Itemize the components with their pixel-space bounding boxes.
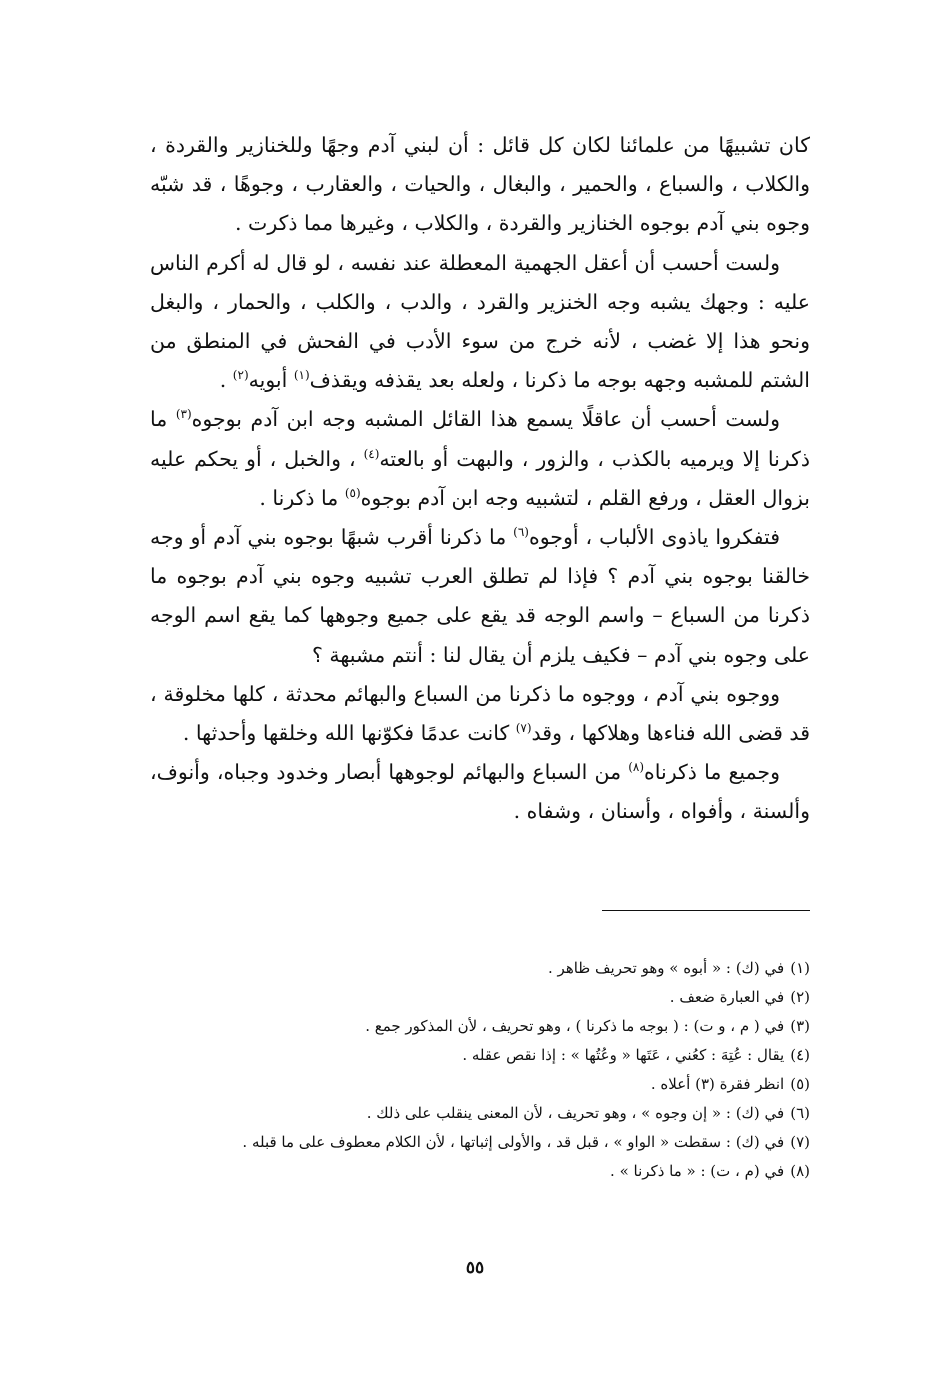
- paragraph-1: [150, 126, 810, 244]
- footnote-ref-8: (٨): [628, 760, 645, 775]
- paragraph-6: [150, 753, 810, 831]
- footnote-ref-1: (١): [293, 368, 310, 383]
- footnote-number: (٣): [790, 1017, 810, 1035]
- paragraph-text: ما ذكرنا .: [259, 485, 345, 510]
- paragraph-text: ووجوه بني آدم ، ووجوه ما ذكرنا من السباع والبهائم محدثة ، كلها مخلوقة ، قد قضى الله فناءها وهلاكها ، وقد: [150, 681, 810, 746]
- paragraph-text: ولست أحسب أن أعقل الجهمية المعطلة عند نفسه ، لو قال له أكرم الناس عليه : وجهك يشبه وجه الخنزير والقرد ، والدب ، والكلب ، والحمار ، والبغل ونحو هذا إلا غضب ، لأنه خرج من سوء الأدب في الفحش في المنطق من الشتم للمشبه وجهه بوجه ما ذكرنا ، ولعله بعد يقذفه ويقذف: [150, 250, 810, 393]
- footnotes: [150, 954, 810, 1186]
- paragraph-text: ، والخبل ، أو يحكم عليه بزوال العقل ، ورفع القلم ، لتشبيه وجه ابن آدم بوجوه: [150, 446, 810, 510]
- main-text: [150, 126, 810, 832]
- footnote-text: في (م ، ت) : « ما ذكرنا » .: [610, 1162, 785, 1180]
- footnote-1: [150, 954, 810, 983]
- footnote-number: (٥): [790, 1075, 810, 1093]
- footnote-separator: [602, 910, 810, 911]
- footnote-number: (٨): [790, 1162, 810, 1180]
- footnote-4: [150, 1041, 810, 1070]
- footnote-ref-2: (٢): [232, 368, 249, 383]
- footnote-text: انظر فقرة (٣) أعلاه .: [650, 1075, 785, 1093]
- paragraph-text: وجميع ما ذكرناه: [644, 760, 780, 785]
- paragraph-text: من السباع والبهائم لوجوهها أبصار وخدود وجباه، وأنوف، وألسنة ، وأفواه ، وأسنان ، وشفاه .: [150, 760, 810, 824]
- footnote-number: (١): [790, 959, 810, 977]
- paragraph-text: .: [219, 368, 233, 393]
- footnote-text: في العبارة ضعف .: [669, 988, 785, 1006]
- footnote-ref-4: (٤): [363, 446, 380, 461]
- footnote-6: [150, 1099, 810, 1128]
- footnote-ref-6: (٦): [513, 525, 529, 540]
- paragraph-text: ولست أحسب أن عاقلًا يسمع هذا القائل المشبه وجه ابن آدم بوجوه: [191, 407, 780, 432]
- footnote-text: في (ك) : سقطت « الواو » ، قبل قد ، والأولى إثباتها ، لأن الكلام معطوف على ما قبله .: [242, 1133, 785, 1151]
- footnote-text: يقال : عُتِهَ : كعُني ، عَتَها « وعُتُها » : إذا نقص عقله .: [462, 1046, 785, 1064]
- footnote-ref-7: (٧): [515, 721, 532, 736]
- paragraph-text: ما ذكرنا أقرب شبهًا بوجوه بني آدم أو وجه خالقنا بوجوه بني آدم ؟ فإذا لم تطلق العرب تشبيه وجوه بني آدم بوجوه ما ذكرنا من السباع – واسم الوجه قد يقع على جميع وجوهها كما يقع اسم الوجه على وجوه بني آدم – فكيف يلزم أن يقال لنا : أنتم مشبهة ؟: [150, 525, 810, 667]
- paragraph-5: [150, 675, 810, 753]
- page-number: ٥٥: [465, 1258, 485, 1278]
- footnote-7: [150, 1128, 810, 1157]
- footnote-ref-5: (٥): [344, 486, 361, 500]
- paragraph-text: ما ذكرنا إلا ويرميه بالكذب ، والزور ، والبهت أو بالعته: [150, 407, 810, 471]
- footnote-8: [150, 1157, 810, 1186]
- footnote-text: في (ك) : « إن وجوه » ، وهو تحريف ، لأن المعنى ينقلب على ذلك .: [366, 1104, 785, 1122]
- footnote-5: [150, 1070, 810, 1099]
- footnote-3: [150, 1012, 810, 1041]
- paragraph-3: [150, 400, 810, 518]
- footnote-text: في (ك) : « أبوه » وهو تحريف ظاهر .: [548, 959, 785, 977]
- paragraph-4: [150, 518, 810, 675]
- paragraph-2: [150, 244, 810, 401]
- footnote-number: (٧): [790, 1133, 810, 1151]
- footnote-number: (٦): [790, 1104, 810, 1122]
- paragraph-text: كانت عدمًا فكوّنها الله وخلقها وأحدثها .: [182, 721, 516, 746]
- footnote-ref-3: (٣): [175, 407, 192, 422]
- footnote-number: (٢): [790, 988, 810, 1006]
- footnote-2: [150, 983, 810, 1012]
- paragraph-text: كان تشبيهًا من علمائنا لكان كل قائل : أن لبني آدم وجهًا وللخنازير والقردة ، والكلاب ، والسباع ، والحمير ، والبغال ، والحيات ، والعقارب ، وجوهًا ، قد شبّه وجوه بني آدم بوجوه الخنازير والقردة ، والكلاب ، وغيرها مما ذكرت .: [150, 133, 810, 236]
- footnote-text: في ( م ، و ت) : ( بوجه ما ذكرنا ) ، وهو تحريف ، لأن المذكور جمع .: [365, 1017, 785, 1035]
- paragraph-text: أبويه: [248, 368, 294, 393]
- footnote-number: (٤): [790, 1046, 810, 1064]
- paragraph-text: فتفكروا ياذوى الألباب ، أوجوه: [528, 525, 780, 550]
